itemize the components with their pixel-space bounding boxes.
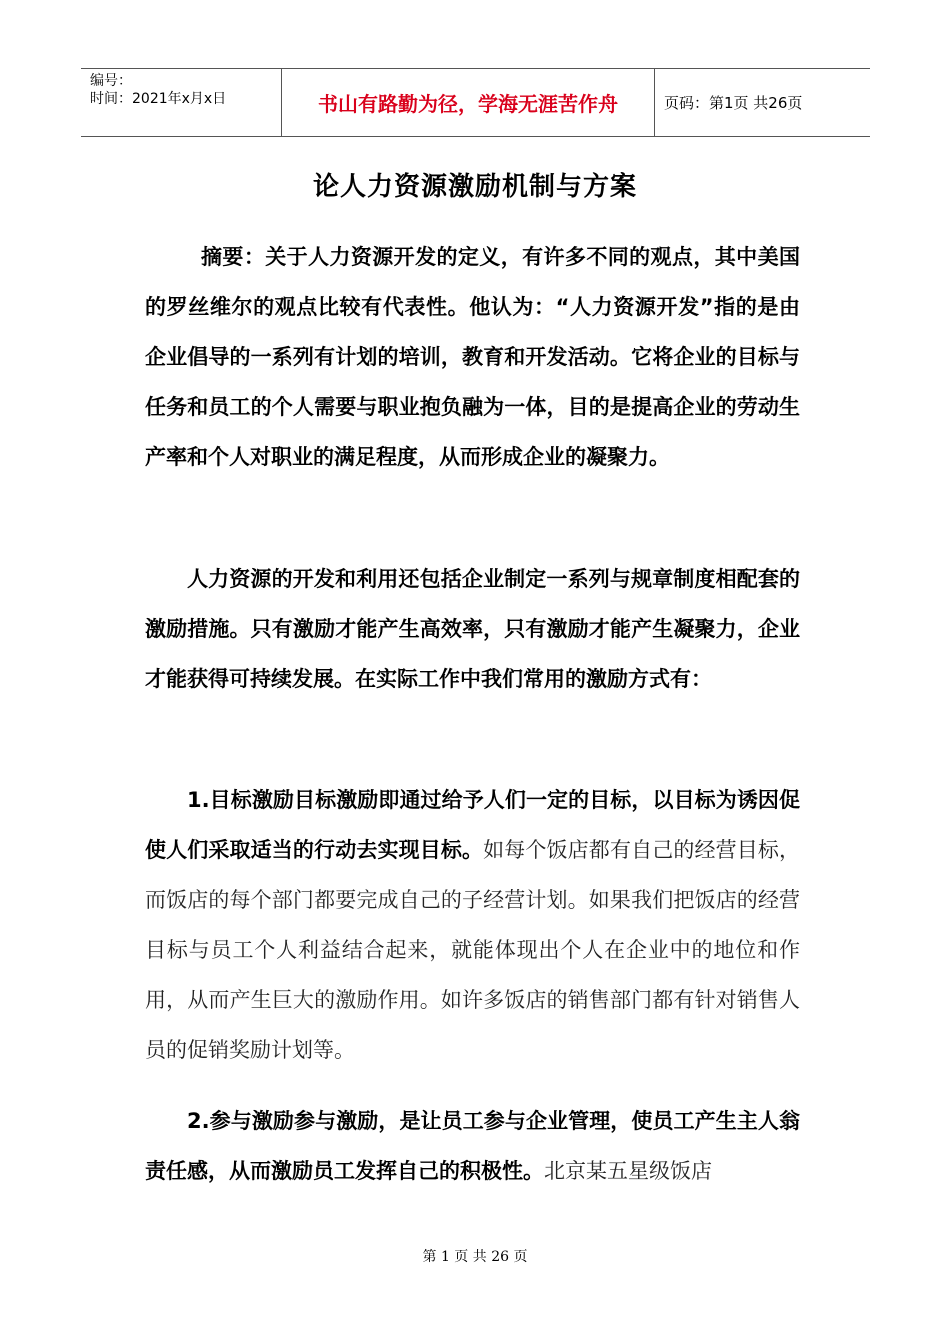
document-number: 编号： <box>90 73 132 89</box>
paragraph-bold-text: 人力资源的开发和利用还包括企业制定一系列与规章制度相配套的激励措施。只有激励才能产生高效率，只有激励才能产生凝聚力，企业才能获得可持续发展。在实际工作中我们常用的激励方式有： <box>145 567 800 691</box>
header-motto-cell <box>281 69 655 136</box>
paragraph-bold-text: 2.参与激励参与激励，是让员工参与企业管理，使员工产生主人翁责任感，从而激励员工发挥自己的积极性。 <box>145 1109 800 1183</box>
paragraph-bold-text: 1.目标激励目标激励即通过给予人们一定的目标，以目标为诱因促使人们采取适当的行动去实现目标。 <box>145 788 800 862</box>
paragraph-goal-incentive <box>145 775 800 1075</box>
paragraph-normal-text: 如每个饭店都有自己的经营目标，而饭店的每个部门都要完成自己的子经营计划。如果我们把饭店的经营目标与员工个人利益结合起来，就能体现出个人在企业中的地位和作用，从而产生巨大的激励作用。如许多饭店的销售部门都有针对销售人员的促销奖励计划等。 <box>145 838 801 1062</box>
paragraph-normal-text: 北京某五星级饭店 <box>544 1159 712 1183</box>
header-page-info: 页码：第1页 共26页 <box>664 94 803 112</box>
header-table <box>81 68 870 137</box>
document-time: 时间：2021年x月x日 <box>90 91 227 107</box>
page-footer: 第 1 页 共 26 页 <box>422 1249 528 1265</box>
paragraph-abstract <box>145 232 800 482</box>
header-motto: 书山有路勤为径，学海无涯苦作舟 <box>318 92 618 116</box>
header-meta <box>81 69 281 136</box>
page-title: 论人力资源激励机制与方案 <box>312 172 637 202</box>
paragraph-participation-incentive <box>145 1096 800 1196</box>
paragraph-bold-text: 摘要：关于人力资源开发的定义，有许多不同的观点，其中美国的罗丝维尔的观点比较有代表性。他认为：“人力资源开发”指的是由企业倡导的一系列有计划的培训，教育和开发活动。它将企业的目标与任务和员工的个人需要与职业抱负融为一体，目的是提高企业的劳动生产率和个人对职业的满足程度，从而形成企业的凝聚力。 <box>145 245 800 469</box>
paragraph-intro <box>145 554 800 704</box>
